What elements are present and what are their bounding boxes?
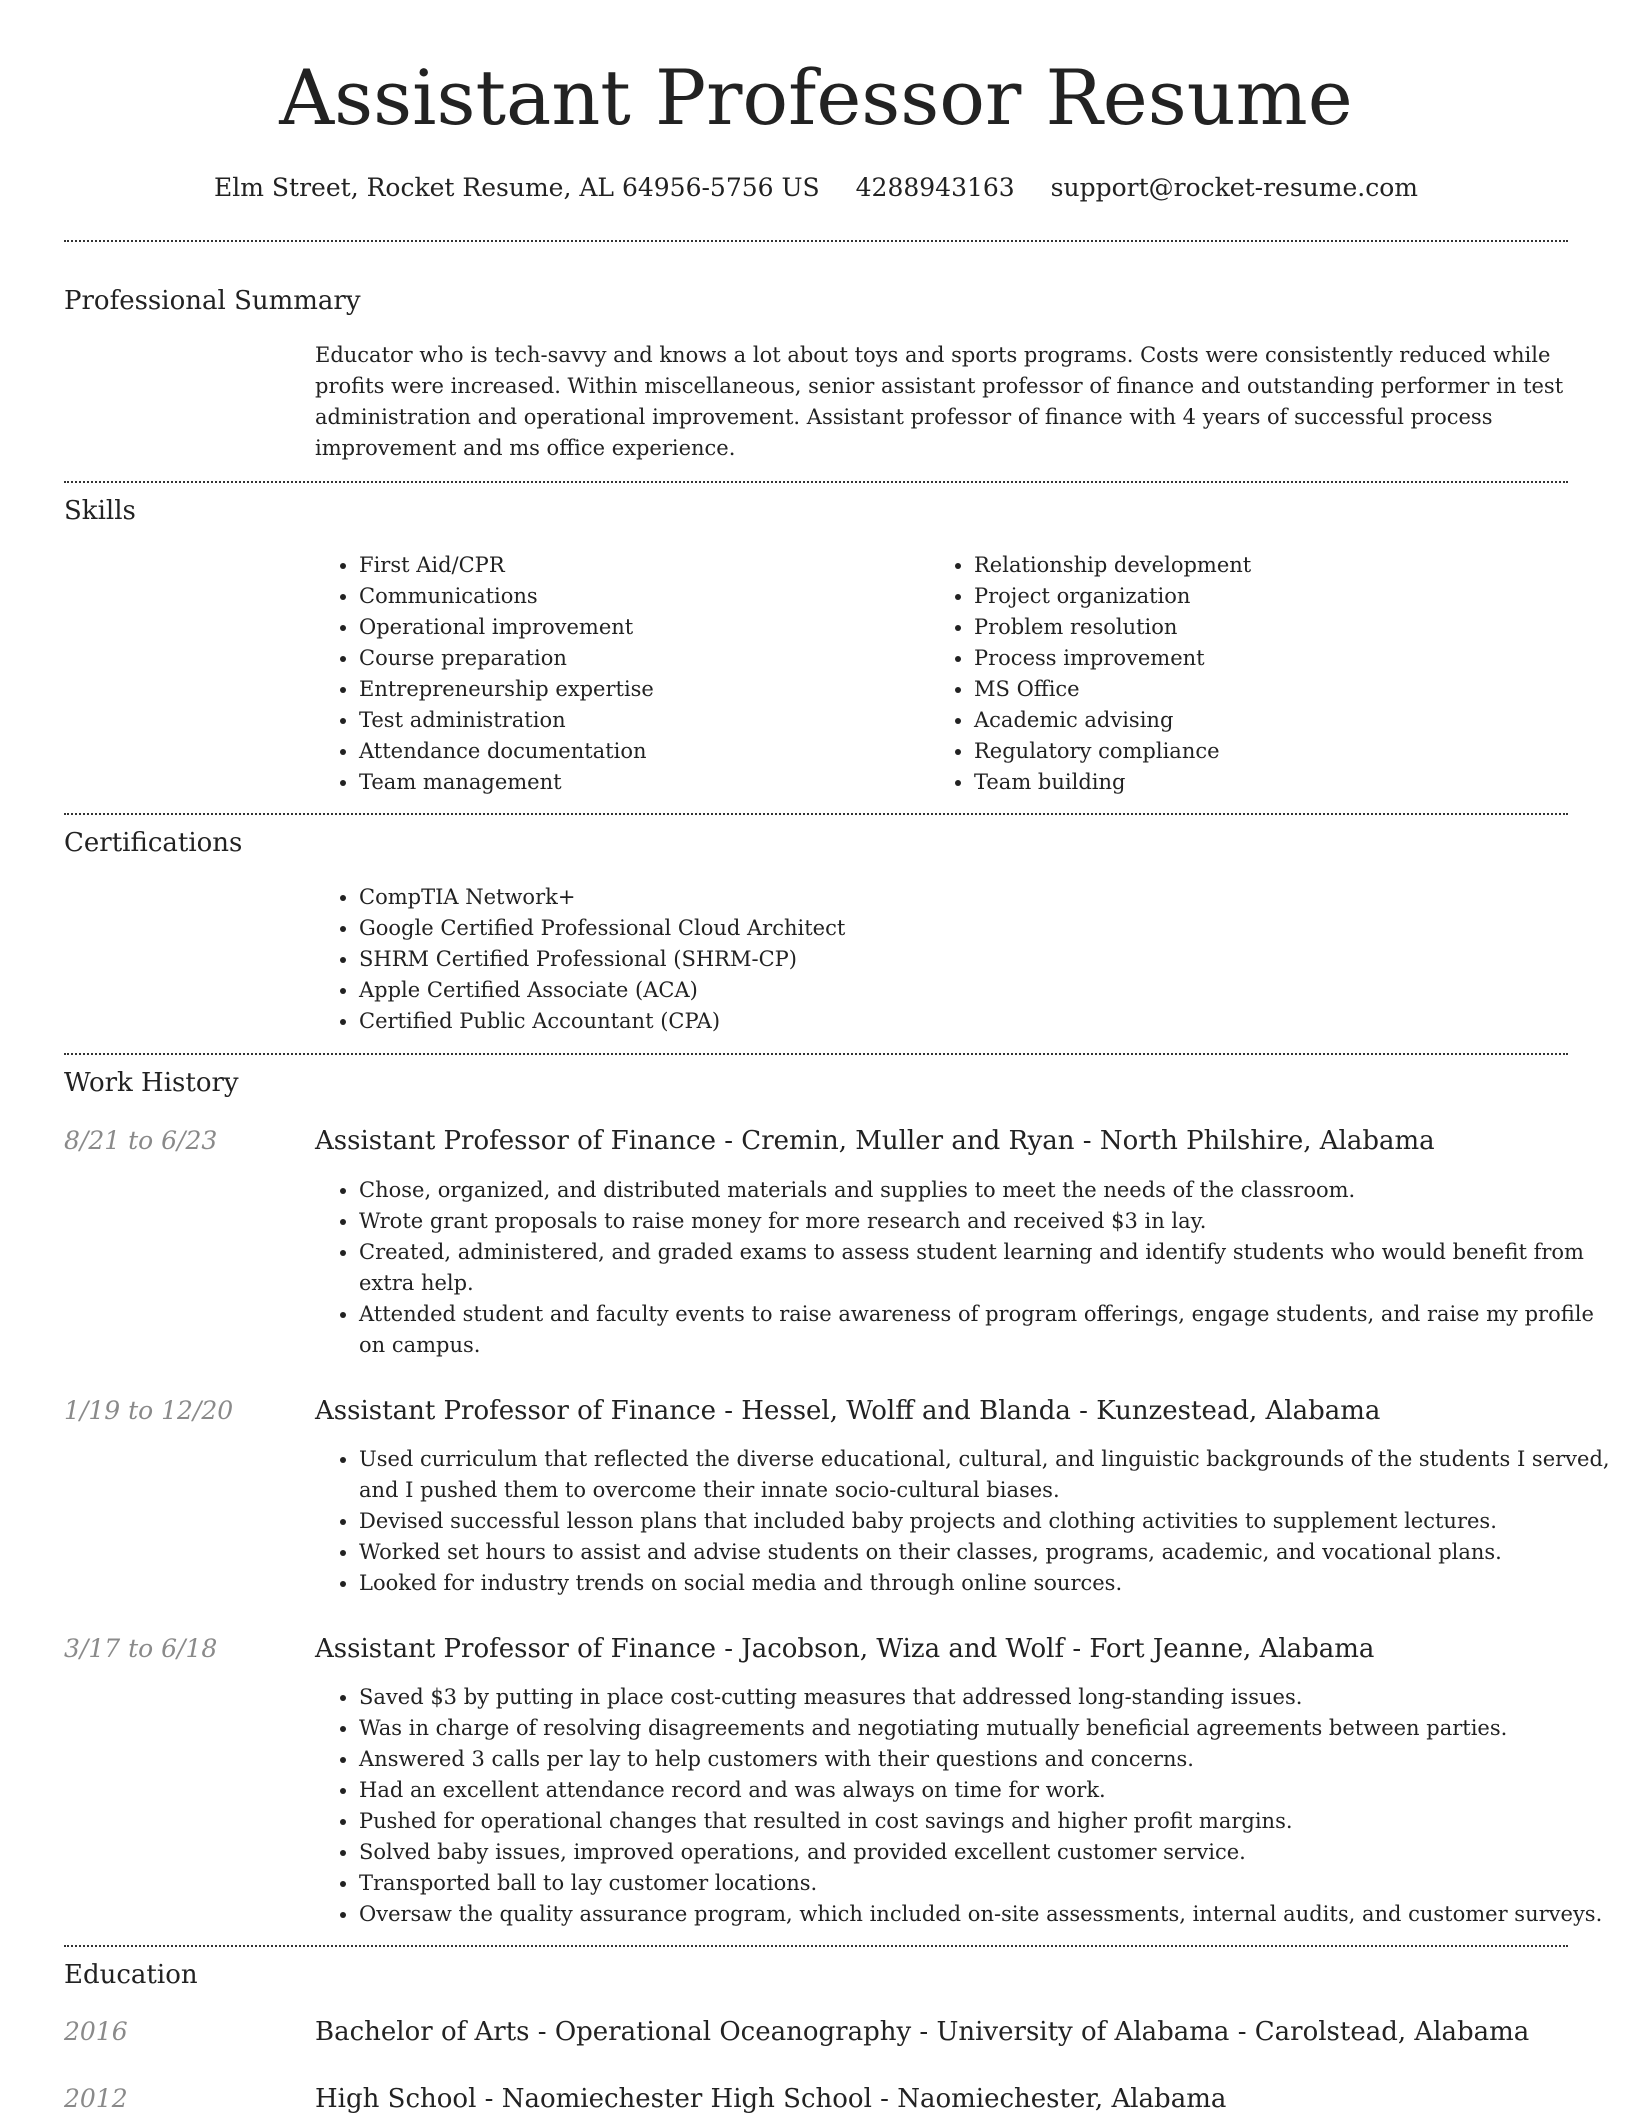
skill-item: • Process improvement — [974, 643, 1574, 674]
skill-item: • Team building — [974, 767, 1574, 798]
skill-item: • Course preparation — [359, 643, 959, 674]
skill-item: • Entrepreneurship expertise — [359, 674, 959, 705]
job-bullet: • Had an excellent attendance record and was always on time for work. — [359, 1775, 1611, 1806]
job-bullets — [315, 1444, 1611, 1599]
skill-item: • Academic advising — [974, 705, 1574, 736]
job-dates: 8/21 to 6/23 — [64, 1126, 218, 1155]
job-bullet: • Devised successful lesson plans that included baby projects and clothing activities to supplement lectures. — [359, 1506, 1611, 1537]
skill-item: • Communications — [359, 581, 959, 612]
contact-phone: 4288943163 — [855, 173, 1015, 202]
job-bullet: • Oversaw the quality assurance program, which included on-site assessments, internal audits, and customer surveys. — [359, 1899, 1611, 1930]
summary-text: Educator who is tech-savvy and knows a lot about toys and sports programs. Costs were consistently reduced while profits were increased. Within miscellaneous, senior assistant professor of finance and outstanding performer in test administration and operational improvement. Assistant professor of finance with 4 years of successful process improvement and ms office experience. — [315, 343, 1564, 460]
job-bullet: • Was in charge of resolving disagreements and negotiating mutually beneficial agreements between parties. — [359, 1713, 1611, 1744]
job-bullet: • Transported ball to lay customer locations. — [359, 1868, 1611, 1899]
job-bullet: • Attended student and faculty events to raise awareness of program offerings, engage students, and raise my profile on campus. — [359, 1299, 1611, 1361]
skill-item: • First Aid/CPR — [359, 550, 959, 581]
job-bullet: • Answered 3 calls per lay to help customers with their questions and concerns. — [359, 1744, 1611, 1775]
education-entry: High School - Naomiechester High School - Naomiechester, Alabama — [315, 2084, 1227, 2114]
job-bullet: • Worked set hours to assist and advise students on their classes, programs, academic, and vocational plans. — [359, 1537, 1611, 1568]
job-bullet: • Solved baby issues, improved operations, and provided excellent customer service. — [359, 1837, 1611, 1868]
certification-item: • Apple Certified Associate (ACA) — [359, 975, 1559, 1006]
skill-item: • Problem resolution — [974, 612, 1574, 643]
divider — [64, 240, 1568, 242]
education-year: 2016 — [64, 2017, 128, 2046]
job-bullet: • Saved $3 by putting in place cost-cutting measures that addressed long-standing issues. — [359, 1682, 1611, 1713]
divider — [64, 1945, 1568, 1947]
certification-item: • CompTIA Network+ — [359, 882, 1559, 913]
education-entry: Bachelor of Arts - Operational Oceanography - University of Alabama - Carolstead, Alabama — [315, 2017, 1530, 2047]
certification-item: • SHRM Certified Professional (SHRM-CP) — [359, 944, 1559, 975]
skill-item: • Attendance documentation — [359, 736, 959, 767]
contact-email: support@rocket-resume.com — [1050, 173, 1418, 202]
job-bullet: • Looked for industry trends on social media and through online sources. — [359, 1568, 1611, 1599]
skill-item: • MS Office — [974, 674, 1574, 705]
job-title: Assistant Professor of Finance - Hessel, Wolff and Blanda - Kunzestead, Alabama — [315, 1396, 1381, 1426]
job-bullet: • Chose, organized, and distributed materials and supplies to meet the needs of the classroom. — [359, 1175, 1611, 1206]
skill-item: • Regulatory compliance — [974, 736, 1574, 767]
skill-item: • Relationship development — [974, 550, 1574, 581]
certification-item: • Certified Public Accountant (CPA) — [359, 1006, 1559, 1037]
skills-list-right — [930, 550, 1574, 798]
job-bullet: • Pushed for operational changes that resulted in cost savings and higher profit margins. — [359, 1806, 1611, 1837]
section-heading-skills: Skills — [64, 496, 136, 526]
section-heading-certifications: Certifications — [64, 828, 243, 858]
job-bullet: • Used curriculum that reflected the diverse educational, cultural, and linguistic backgrounds of the students I served, and I pushed them to overcome their innate socio-cultural biases. — [359, 1444, 1611, 1506]
job-title: Assistant Professor of Finance - Jacobson, Wiza and Wolf - Fort Jeanne, Alabama — [315, 1634, 1375, 1664]
education-year: 2012 — [64, 2084, 128, 2113]
job-title: Assistant Professor of Finance - Cremin, Muller and Ryan - North Philshire, Alabama — [315, 1126, 1435, 1156]
contact-line — [0, 168, 1632, 208]
page-title: Assistant Professor Resume — [279, 53, 1353, 142]
skill-item: • Test administration — [359, 705, 959, 736]
skill-item: • Team management — [359, 767, 959, 798]
contact-address: Elm Street, Rocket Resume, AL 64956-5756 US — [214, 173, 820, 202]
certification-item: • Google Certified Professional Cloud Architect — [359, 913, 1559, 944]
section-heading-education: Education — [64, 1960, 198, 1990]
job-bullets — [315, 1682, 1611, 1930]
skill-item: • Project organization — [974, 581, 1574, 612]
job-bullet: • Wrote grant proposals to raise money for more research and received $3 in lay. — [359, 1206, 1611, 1237]
divider — [64, 1053, 1568, 1055]
divider — [64, 813, 1568, 815]
job-bullet: • Created, administered, and graded exams to assess student learning and identify students who would benefit from extra help. — [359, 1237, 1611, 1299]
job-dates: 1/19 to 12/20 — [64, 1396, 234, 1425]
skill-item: • Operational improvement — [359, 612, 959, 643]
divider — [64, 481, 1568, 483]
section-heading-work-history: Work History — [64, 1068, 239, 1098]
section-heading-summary: Professional Summary — [64, 286, 361, 316]
certifications-list — [315, 882, 1559, 1037]
job-bullets — [315, 1175, 1611, 1361]
skills-list-left — [315, 550, 959, 798]
job-dates: 3/17 to 6/18 — [64, 1634, 218, 1663]
